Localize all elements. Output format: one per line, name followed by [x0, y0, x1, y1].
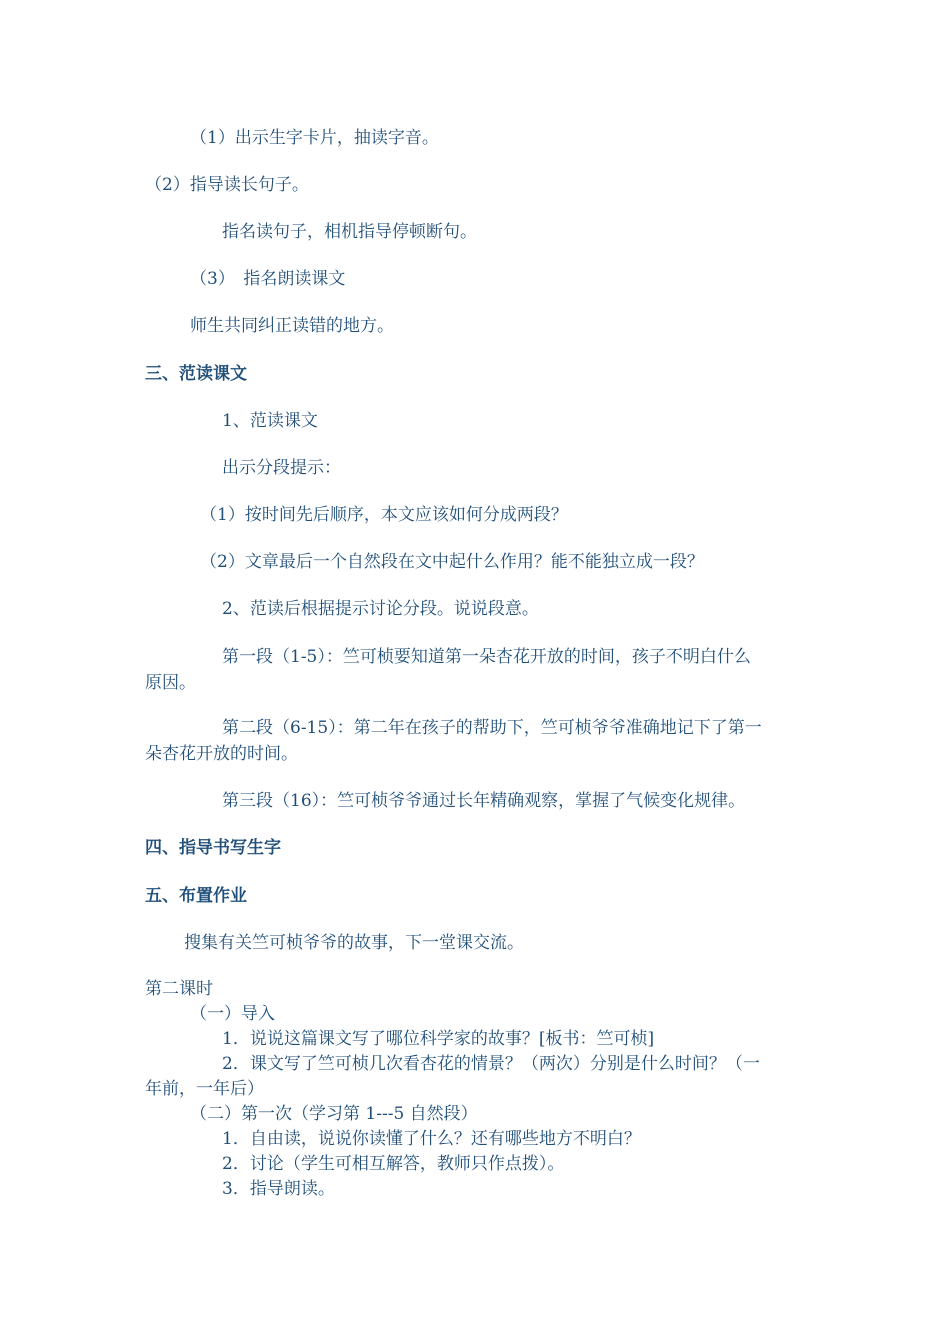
line-hint-2: （2）文章最后一个自然段在文中起什么作用？能不能独立成一段？	[200, 552, 704, 572]
heading-section-5: 五、布置作业	[145, 886, 247, 906]
line-first-time: （二）第一次（学习第 1---5 自然段）	[190, 1104, 478, 1124]
line-read-cards: （1）出示生字卡片，抽读字音。	[190, 128, 439, 148]
lesson-2-title: 第二课时	[145, 979, 213, 999]
line-intro: （一）导入	[190, 1004, 275, 1024]
paragraph-3: 第三段（16）：竺可桢爷爷通过长年精确观察，掌握了气候变化规律。	[222, 791, 746, 811]
line-intro-2-b: 年前，一年后）	[145, 1079, 264, 1099]
paragraph-1-line-2: 原因。	[145, 673, 196, 693]
heading-section-4: 四、指导书写生字	[145, 838, 281, 858]
line-intro-2-a: 2．课文写了竺可桢几次看杏花的情景？（两次）分别是什么时间？（一	[222, 1054, 760, 1074]
line-read-text: （3） 指名朗读课文	[190, 269, 346, 289]
line-model-read: 1、范读课文	[222, 411, 318, 431]
paragraph-2-line-1: 第二段（6-15）：第二年在孩子的帮助下，竺可桢爷爷准确地记下了第一	[222, 718, 762, 738]
line-first-2: 2．讨论（学生可相互解答，教师只作点拨）。	[222, 1154, 565, 1174]
line-first-3: 3．指导朗读。	[222, 1179, 335, 1199]
line-show-hints: 出示分段提示：	[222, 458, 341, 478]
line-first-1: 1．自由读，说说你读懂了什么？还有哪些地方不明白？	[222, 1129, 641, 1149]
heading-section-3: 三、范读课文	[145, 364, 247, 384]
line-homework: 搜集有关竺可桢爷爷的故事，下一堂课交流。	[184, 933, 524, 953]
line-discuss-paragraphs: 2、范读后根据提示讨论分段。说说段意。	[222, 599, 539, 619]
line-name-read: 指名读句子，相机指导停顿断句。	[222, 222, 477, 242]
line-long-sentence: （2）指导读长句子。	[145, 175, 309, 195]
line-correct-errors: 师生共同纠正读错的地方。	[190, 316, 394, 336]
paragraph-1-line-1: 第一段（1-5）：竺可桢要知道第一朵杏花开放的时间，孩子不明白什么	[222, 647, 751, 667]
paragraph-2-line-2: 朵杏花开放的时间。	[145, 744, 298, 764]
line-hint-1: （1）按时间先后顺序，本文应该如何分成两段？	[200, 505, 568, 525]
line-intro-1: 1．说说这篇课文写了哪位科学家的故事？[板书：竺可桢]	[222, 1029, 655, 1049]
